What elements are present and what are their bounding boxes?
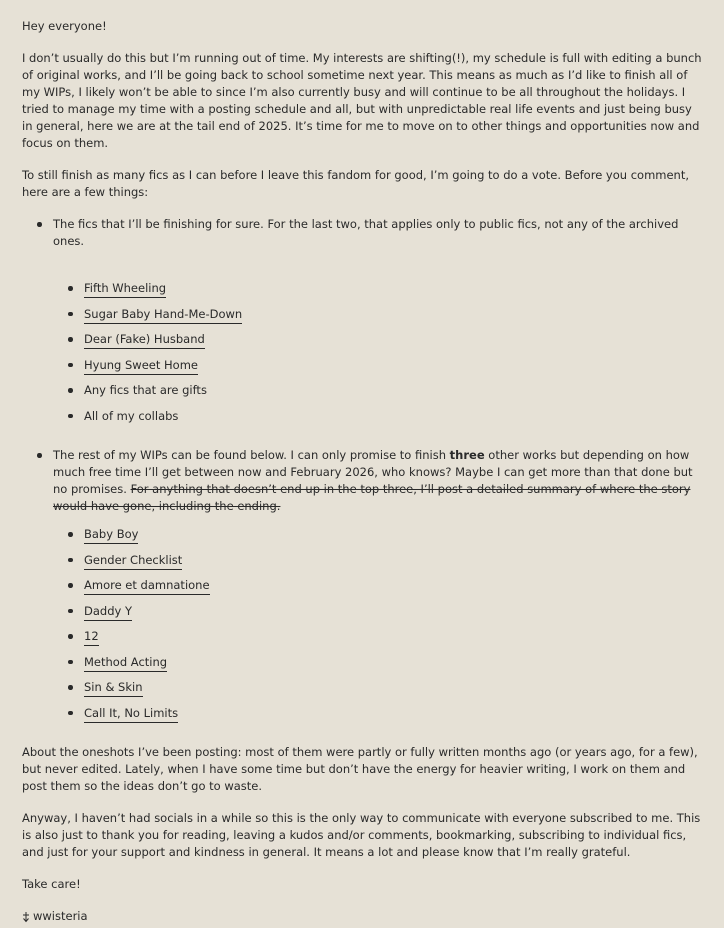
signoff: Take care! (22, 877, 81, 891)
finishing-section-text: The fics that I’ll be finishing for sure. For the last two, that applies only to public fics, not any of the archived ones. (53, 217, 679, 248)
list-item (53, 654, 702, 680)
author-signature-name: wwisteria (33, 909, 88, 923)
gifts-item-text: Any fics that are gifts (84, 383, 207, 397)
list-item (53, 628, 702, 654)
intro-paragraph: I don’t usually do this but I’m running out of time. My interests are shifting(!), my schedule is full with editing a bunch of original works, and I’ll be going back to school sometime next year. This means as much as I’d like to finish all of my WIPs, I likely won’t be able to since I’m also currently busy and will continue to be all throughout the holidays. I tried to manage my time with a posting schedule and all, but with unpredictable real life events and just being busy in general, here we are at the tail end of 2025. It’s time for me to move on to other things and opportunities now and focus on them. (22, 51, 702, 150)
work-link-method-acting[interactable]: Method Acting (84, 655, 167, 672)
vote-paragraph: To still finish as many fics as I can before I leave this fandom for good, I’m going to do a vote. Before you comment, here are a few things: (22, 168, 690, 199)
vote-text-before: The rest of my WIPs can be found below. I can only promise to finish (53, 448, 450, 462)
list-item (53, 357, 702, 383)
down-arrow-icon (22, 911, 30, 923)
work-link-sugar-baby-hand-me-down[interactable]: Sugar Baby Hand-Me-Down (84, 307, 242, 324)
notes-list (22, 216, 702, 730)
thanks-paragraph: Anyway, I haven’t had socials in a while so this is the only way to communicate with everyone subscribed to me. This is also just to thank you for reading, leaving a kudos and/or comments, bookmarking, subscribing to individual fics, and just for your support and kindness in general. It means a lot and please know that I’m really grateful. (22, 811, 701, 859)
list-item (53, 679, 702, 705)
vote-list (53, 526, 702, 730)
work-link-sin-and-skin[interactable]: Sin & Skin (84, 680, 143, 697)
collabs-item-text: All of my collabs (84, 408, 179, 423)
finishing-list (53, 280, 702, 433)
work-link-hyung-sweet-home[interactable]: Hyung Sweet Home (84, 358, 198, 375)
signature (22, 908, 702, 925)
work-link-12[interactable]: 12 (84, 629, 99, 646)
list-item (53, 526, 702, 552)
list-item (53, 552, 702, 578)
list-item (53, 306, 702, 332)
vote-text-after: other works but depending on how much free time I’ll get between now and February 2026, who knows? Maybe I can get more than that done but no promises. (53, 448, 693, 496)
list-item (53, 382, 702, 408)
list-item (53, 408, 702, 434)
work-link-call-it-no-limits[interactable]: Call It, No Limits (84, 706, 178, 723)
work-link-daddy-y[interactable]: Daddy Y (84, 604, 132, 621)
work-link-fifth-wheeling[interactable]: Fifth Wheeling (84, 281, 166, 298)
list-item (53, 705, 702, 731)
work-link-dear-fake-husband[interactable]: Dear (Fake) Husband (84, 332, 205, 349)
vote-section (22, 447, 702, 730)
struck-summary-text: For anything that doesn’t end up in the top three, I’ll post a detailed summary of where the story would have gone, including the ending. (53, 482, 691, 513)
finishing-section (22, 216, 702, 433)
list-item (53, 603, 702, 629)
vote-bold-three: three (449, 448, 485, 462)
work-link-gender-checklist[interactable]: Gender Checklist (84, 553, 182, 570)
oneshots-paragraph: About the oneshots I’ve been posting: most of them were partly or fully written months ago (or years ago, for a few), but never edited. Lately, when I have some time but don’t have the energy for heavier writing, I work on them and post them so the ideas don’t go to waste. (22, 745, 698, 793)
work-link-amore-et-damnatione[interactable]: Amore et damnatione (84, 578, 210, 595)
work-link-baby-boy[interactable]: Baby Boy (84, 527, 138, 544)
greeting: Hey everyone! (22, 19, 107, 33)
vote-section-text (53, 448, 693, 513)
list-item (53, 577, 702, 603)
list-item (53, 280, 702, 306)
list-item (53, 331, 702, 357)
